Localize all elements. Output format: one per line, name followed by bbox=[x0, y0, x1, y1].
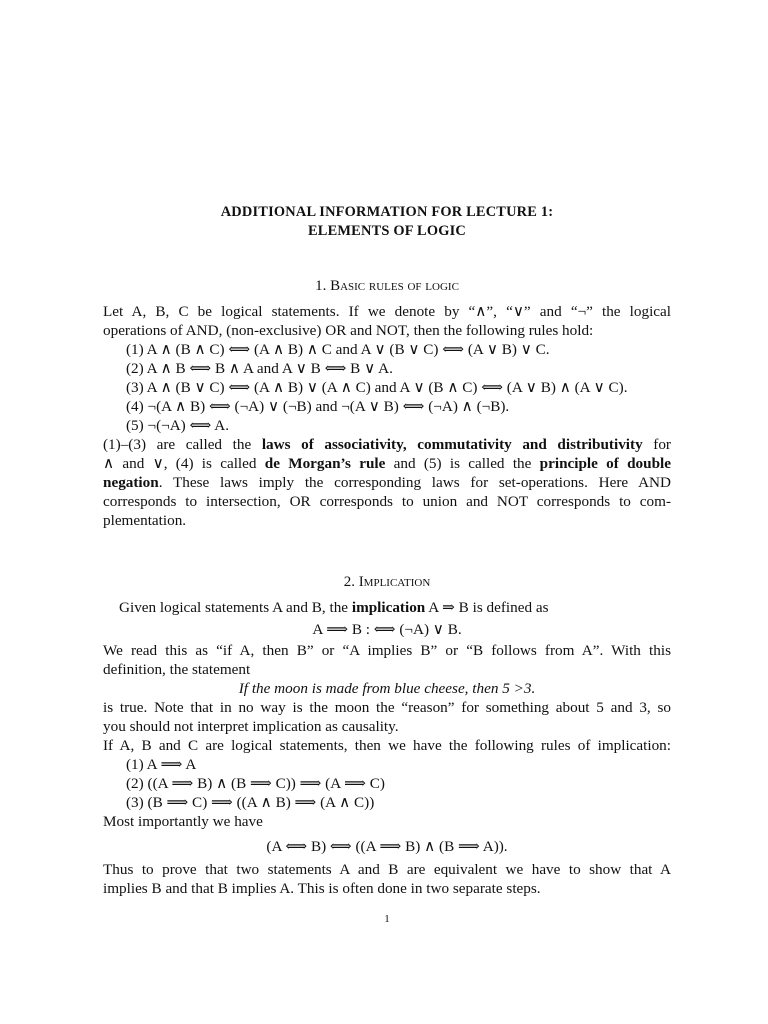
laws-bold-3b: negation bbox=[103, 474, 159, 491]
implication-equation: A ⟹ B : ⟺ (¬A) ∨ B. bbox=[312, 621, 462, 638]
document-page bbox=[103, 0, 671, 1024]
implication-rule-3: (3) (B ⟹ C) ⟹ ((A ∧ B) ⟹ (A ∧ C)) bbox=[126, 794, 375, 811]
laws-paragraph-line-5: plementation. bbox=[103, 512, 187, 529]
laws-paragraph-line-2 bbox=[103, 454, 671, 473]
most-importantly: Most importantly we have bbox=[103, 813, 263, 830]
section-1-heading: 1. Basic rules of logic bbox=[315, 278, 459, 294]
definition-text-a: Given logical statements A and B, the bbox=[119, 599, 352, 616]
laws-text-e: . These laws imply the corresponding laws for set-operations. Here AND bbox=[158, 474, 671, 491]
section-1-body bbox=[103, 302, 671, 530]
laws-bold-1: laws of associativity, commutativity and distributivity bbox=[261, 436, 643, 453]
laws-paragraph-line-1 bbox=[103, 435, 671, 454]
true-line-2: you should not interpret implication as causality. bbox=[103, 718, 399, 735]
rules-intro: If A, B and C are logical statements, then we have the following rules of implication: bbox=[103, 737, 671, 754]
page-number: 1 bbox=[384, 913, 390, 925]
implication-rule-2: (2) ((A ⟹ B) ∧ (B ⟹ C)) ⟹ (A ⟹ C) bbox=[126, 775, 385, 792]
logic-rule-4: (4) ¬(A ∧ B) ⟺ (¬A) ∨ (¬B) and ¬(A ∨ B) ⟺ (¬A) ∧ (¬B). bbox=[126, 398, 510, 415]
section-2-heading: 2. Implication bbox=[343, 574, 431, 590]
final-line-1: Thus to prove that two statements A and B are equivalent we have to show that A bbox=[103, 861, 671, 878]
implication-rule-1: (1) A ⟹ A bbox=[126, 756, 197, 773]
laws-text-b: for bbox=[642, 436, 671, 453]
laws-paragraph-line-3 bbox=[103, 473, 671, 492]
intro-line-1: Let A, B, C be logical statements. If we denote by “∧”, “∨” and “¬” the logical bbox=[103, 303, 671, 320]
logic-rule-5: (5) ¬(¬A) ⟺ A. bbox=[126, 417, 230, 434]
implication-definition bbox=[103, 598, 671, 617]
laws-bold-2: de Morgan’s rule bbox=[264, 455, 386, 472]
laws-paragraph-line-4: corresponds to intersection, OR corresponds to union and NOT corresponds to com- bbox=[103, 493, 671, 510]
final-line-2: implies B and that B implies A. This is often done in two separate steps. bbox=[103, 880, 541, 897]
document-title bbox=[103, 203, 671, 241]
equivalence-equation: (A ⟺ B) ⟺ ((A ⟹ B) ∧ (B ⟹ A)). bbox=[266, 838, 508, 855]
laws-text-d: and (5) is called the bbox=[385, 455, 540, 472]
section-2-body bbox=[103, 598, 671, 898]
definition-bold: implication bbox=[351, 599, 426, 616]
reading-line-1: We read this as “if A, then B” or “A implies B” or “B follows from A”. With this bbox=[103, 642, 671, 659]
title-line-2: ELEMENTS OF LOGIC bbox=[308, 223, 466, 239]
laws-text-c: ∧ and ∨, (4) is called bbox=[103, 455, 265, 472]
definition-text-b: A ⇒ B is defined as bbox=[425, 599, 549, 616]
logic-rule-2: (2) A ∧ B ⟺ B ∧ A and A ∨ B ⟺ B ∨ A. bbox=[126, 360, 393, 377]
intro-line-2: operations of AND, (non-exclusive) OR and NOT, then the following rules hold: bbox=[103, 322, 594, 339]
logic-rule-3: (3) A ∧ (B ∨ C) ⟺ (A ∧ B) ∨ (A ∧ C) and A ∨ (B ∧ C) ⟺ (A ∨ B) ∧ (A ∨ C). bbox=[126, 379, 628, 396]
true-line-1: is true. Note that in no way is the moon the “reason” for something about 5 and 3, so bbox=[103, 699, 671, 716]
laws-text-a: (1)–(3) are called the bbox=[103, 436, 262, 453]
reading-line-2: definition, the statement bbox=[103, 661, 251, 678]
title-line-1: ADDITIONAL INFORMATION FOR LECTURE 1: bbox=[220, 204, 554, 220]
logic-rule-1: (1) A ∧ (B ∧ C) ⟺ (A ∧ B) ∧ C and A ∨ (B ∨ C) ⟺ (A ∨ B) ∨ C. bbox=[126, 341, 550, 358]
moon-example: If the moon is made from blue cheese, then 5 >3. bbox=[238, 680, 536, 697]
laws-bold-3: principle of double bbox=[539, 455, 671, 472]
